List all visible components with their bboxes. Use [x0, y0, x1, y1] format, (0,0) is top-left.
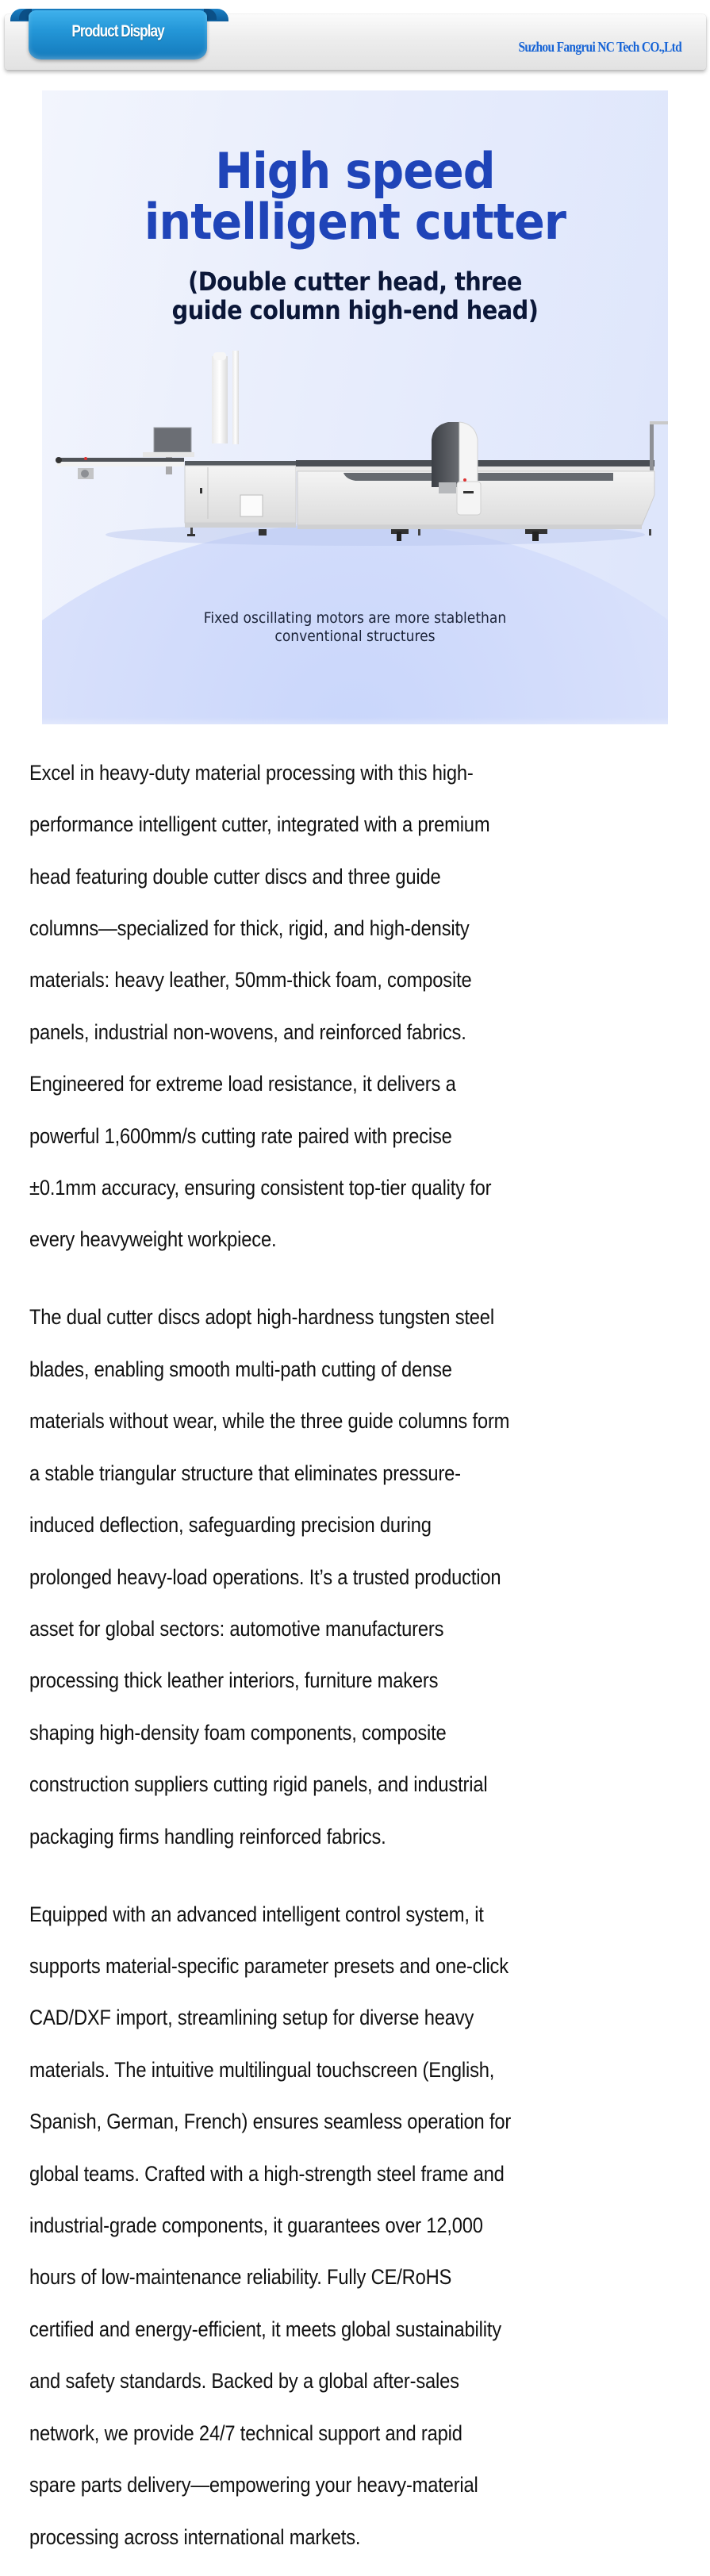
operator-panel — [650, 421, 668, 474]
hero-subtitle-line-2: guide column high-end head) — [171, 295, 539, 325]
hero-subtitle-line-1: (Double cutter head, three — [188, 267, 522, 297]
text-line: every heavyweight workpiece. — [29, 1227, 277, 1252]
text-line: columns—specialized for thick, rigid, and high-density — [29, 916, 470, 940]
text-line: spare parts delivery—empowering your heavy-material — [29, 2473, 478, 2497]
text-line: hours of low-maintenance reliability. Fully CE/RoHS — [29, 2265, 452, 2290]
product-display-banner — [0, 0, 710, 79]
hero-title-line-2: intelligent cutter — [144, 193, 566, 251]
text-line: materials: heavy leather, 50mm-thick foam, composite — [29, 968, 472, 992]
text-line: and safety standards. Backed by a global after-sales — [29, 2369, 459, 2394]
material-rolls — [212, 351, 239, 444]
text-line: asset for global sectors: automotive manufacturers — [29, 1616, 444, 1641]
text-line: ±0.1mm accuracy, ensuring consistent top-tier quality for — [29, 1175, 492, 1200]
description-paragraph-2 — [29, 1279, 696, 1875]
text-line: shaping high-density foam components, composite — [29, 1720, 447, 1745]
description-paragraph-3 — [29, 1875, 696, 2576]
hero-title-line-1: High speed — [215, 142, 495, 200]
product-description — [29, 734, 696, 2576]
text-line: performance intelligent cutter, integrated with a premium — [29, 812, 490, 837]
text-line: powerful 1,600mm/s cutting rate paired with precise — [29, 1123, 452, 1148]
company-name: Suzhou Fangrui NC Tech CO.,Ltd — [518, 39, 681, 55]
text-line: The dual cutter discs adopt high-hardness tungsten steel — [29, 1305, 494, 1330]
text-line: a stable triangular structure that eliminates pressure- — [29, 1461, 461, 1485]
text-line: Spanish, German, French) ensures seamless operation for — [29, 2110, 512, 2134]
hero-caption-line-1: Fixed oscillating motors are more stablethan — [203, 609, 507, 627]
text-line: Excel in heavy-duty material processing with this high- — [29, 760, 474, 785]
text-line: processing thick leather interiors, furniture makers — [29, 1668, 439, 1693]
description-paragraph-1 — [29, 734, 696, 1279]
text-line: packaging firms handling reinforced fabrics. — [29, 1824, 386, 1849]
text-line: global teams. Crafted with a high-strength steel frame and — [29, 2161, 505, 2186]
text-line: head featuring double cutter discs and three guide — [29, 864, 441, 889]
text-line: Engineered for extreme load resistance, it delivers a — [29, 1072, 456, 1096]
text-line: induced deflection, safeguarding precision during — [29, 1513, 432, 1538]
text-line: certified and energy-efficient, it meets global sustainability — [29, 2317, 501, 2341]
text-line: blades, enabling smooth multi-path cutting of dense — [29, 1357, 452, 1381]
hero-caption-line-2: conventional structures — [274, 628, 436, 645]
control-cabinet — [185, 461, 296, 536]
text-line: Equipped with an advanced intelligent control system, it — [29, 1902, 484, 1926]
text-line: industrial-grade components, it guarantees over 12,000 — [29, 2213, 483, 2238]
text-line: network, we provide 24/7 technical support and rapid — [29, 2421, 462, 2445]
text-line: processing across international markets. — [29, 2524, 361, 2549]
text-line: supports material-specific parameter presets and one-click — [29, 1954, 509, 1979]
feed-conveyor — [56, 457, 184, 479]
hero-caption — [73, 609, 636, 646]
text-line: materials. The intuitive multilingual touchscreen (English, — [29, 2057, 495, 2082]
text-line: CAD/DXF import, streamlining setup for diverse heavy — [29, 2006, 474, 2030]
section-title: Product Display — [71, 22, 164, 40]
text-line: construction suppliers cutting rigid panels, and industrial — [29, 1772, 488, 1797]
product-image — [42, 90, 668, 724]
text-line: panels, industrial non-wovens, and reinforced fabrics. — [29, 1019, 466, 1044]
text-line: prolonged heavy-load operations. It’s a trusted production — [29, 1564, 501, 1589]
text-line: materials without wear, while the three guide columns form — [29, 1409, 510, 1434]
